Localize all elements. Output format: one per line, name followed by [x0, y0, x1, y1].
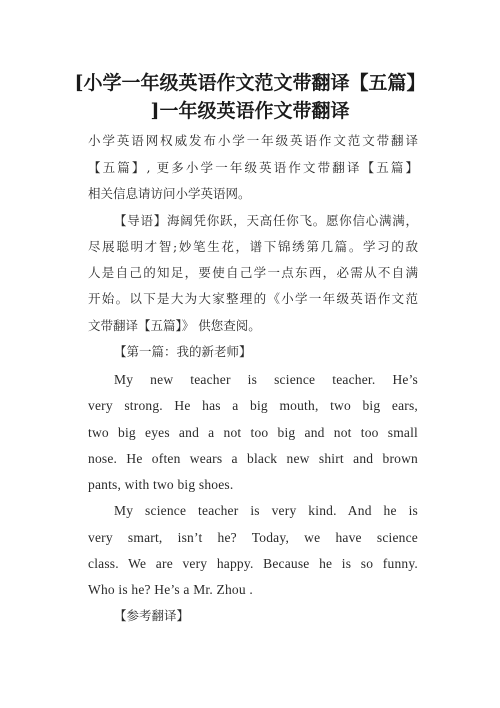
guide-line: 人是自己的知足，要使自己学一点东西，必需从不自满	[88, 265, 418, 280]
document-title-line-2: ]一年级英语作文带翻译	[150, 100, 350, 122]
paragraph-line: two big eyes and a not too big and not too small	[88, 425, 418, 440]
intro-line: 小学英语网权威发布小学一年级英语作文范文带翻译	[88, 133, 418, 148]
paragraph-line: Who is he? He’s a Mr. Zhou .	[88, 582, 253, 597]
paragraph-line: nose. He often wears a black new shirt and brown	[88, 451, 418, 466]
document-title-line-1: [小学一年级英语作文范文带翻译【五篇】	[74, 72, 426, 94]
guide-line: 文带翻译【五篇】》 供您查阅。	[88, 318, 261, 333]
translation-heading: 【参考翻译】	[114, 608, 190, 623]
guide-line: 【导语】海阔凭你跃，天高任你飞。愿你信心满满，	[114, 213, 418, 228]
guide-line: 尽展聪明才智;妙笔生花，谱下锦绣第几篇。学习的敌	[88, 239, 418, 254]
guide-line: 开始。以下是大为大家整理的《小学一年级英语作文范	[88, 291, 418, 306]
paragraph-line: My new teacher is science teacher. He’s	[114, 372, 418, 387]
paragraph-line: very smart, isn’t he? Today, we have science	[88, 530, 418, 545]
intro-line: 【五篇】, 更多小学一年级英语作文带翻译【五篇】	[88, 160, 418, 175]
paragraph-line: My science teacher is very kind. And he is	[114, 503, 418, 518]
paragraph-line: pants, with two big shoes.	[88, 477, 234, 492]
paragraph-line: class. We are very happy. Because he is so funny.	[88, 556, 418, 571]
section-heading: 【第一篇：我的新老师】	[114, 344, 252, 359]
intro-line: 相关信息请访问小学英语网。	[88, 186, 251, 201]
paragraph-line: very strong. He has a big mouth, two big ears,	[88, 398, 418, 413]
